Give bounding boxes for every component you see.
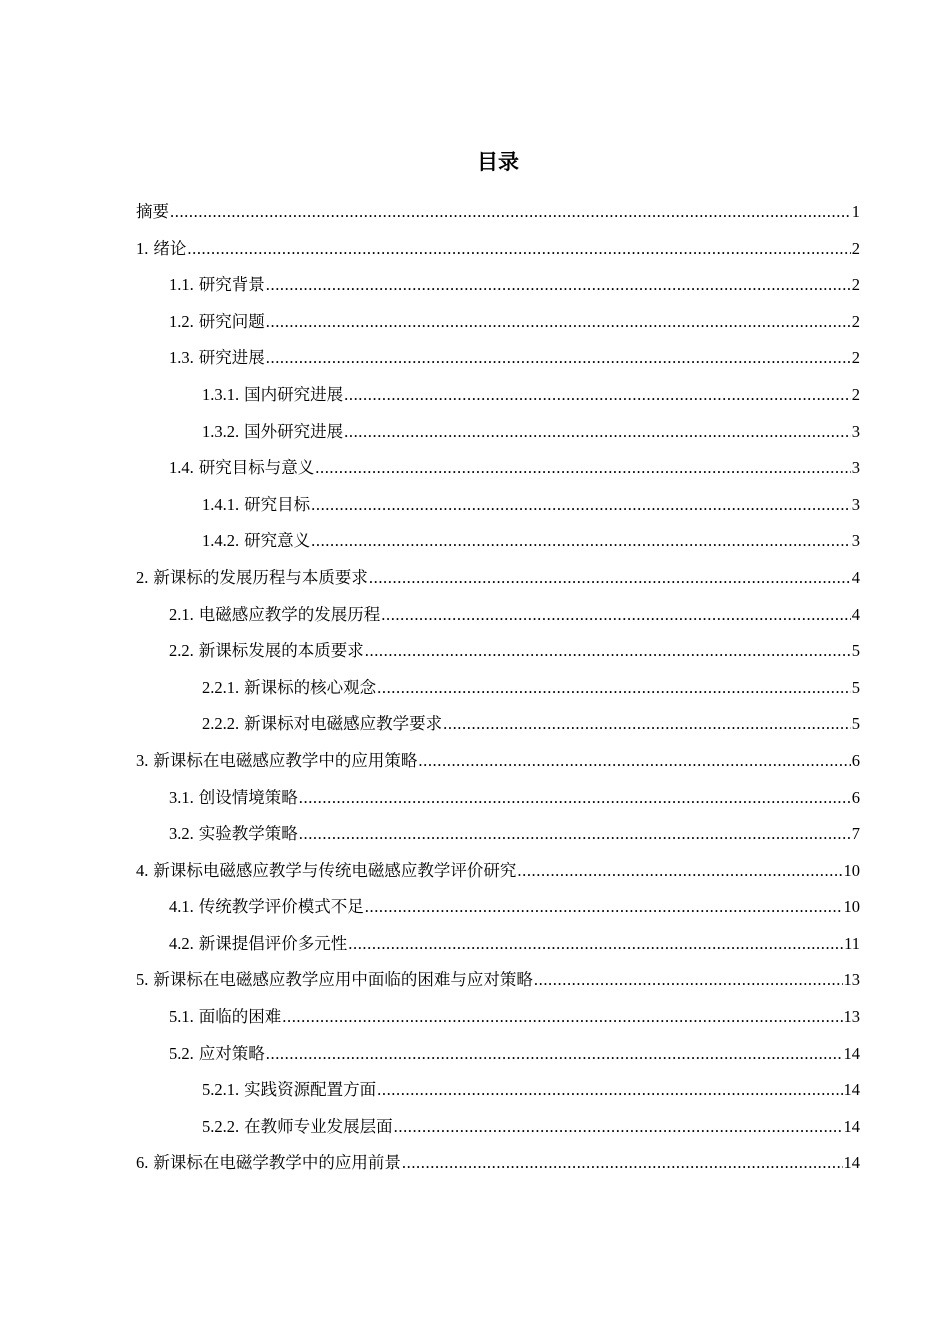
- toc-entry[interactable]: [136, 706, 860, 743]
- toc-entry-number: 1.3.2.: [202, 421, 240, 441]
- toc-entry[interactable]: [136, 377, 860, 414]
- toc-entry-number: 5.2.1.: [202, 1080, 240, 1100]
- toc-entry[interactable]: [136, 962, 860, 999]
- toc-entry-number: 5.2.: [169, 1043, 194, 1063]
- toc-entry-title: 新课提倡评价多元性: [198, 933, 348, 953]
- toc-dot-leader: [311, 487, 851, 524]
- toc-entry-page-number: 4: [851, 567, 860, 587]
- toc-entry-page-number: 14: [843, 1116, 860, 1136]
- toc-entry-number: 1.3.1.: [202, 384, 240, 404]
- toc-entry[interactable]: [136, 597, 860, 634]
- toc-entry-title: 研究背景: [198, 275, 265, 295]
- toc-entry-number: 1.4.: [169, 458, 194, 478]
- toc-entry-page-number: 2: [851, 384, 860, 404]
- toc-entry-number: 5.: [136, 970, 149, 990]
- table-of-contents: [136, 194, 860, 1182]
- toc-entry[interactable]: [136, 633, 860, 670]
- toc-entry-number: 1.4.1.: [202, 494, 240, 514]
- toc-entry[interactable]: [136, 414, 860, 451]
- toc-entry-title: 新课标在电磁学教学中的应用前景: [153, 1153, 401, 1173]
- toc-entry-title: 摘要: [136, 202, 169, 221]
- toc-dot-leader: [381, 597, 851, 634]
- toc-dot-leader: [170, 194, 851, 231]
- toc-entry-title: 研究进展: [198, 348, 265, 368]
- toc-entry-page-number: 10: [843, 860, 860, 880]
- toc-entry[interactable]: [136, 194, 860, 231]
- toc-entry-page-number: 4: [851, 604, 860, 624]
- toc-entry-page-number: 5: [851, 714, 860, 734]
- toc-entry-title: 在教师专业发展层面: [244, 1116, 393, 1136]
- toc-entry-number: 2.1.: [169, 604, 194, 624]
- toc-entry-number: 2.2.: [169, 641, 194, 661]
- toc-dot-leader: [266, 267, 851, 304]
- toc-entry-page-number: 10: [843, 897, 860, 917]
- toc-entry[interactable]: [136, 889, 860, 926]
- toc-entry-title: 研究意义: [244, 531, 311, 551]
- toc-entry[interactable]: [136, 231, 860, 268]
- toc-entry-page-number: 6: [851, 750, 860, 770]
- toc-entry-page-number: 5: [851, 641, 860, 661]
- toc-entry-number: 1.: [136, 238, 149, 258]
- toc-entry-page-number: 14: [843, 1080, 860, 1100]
- toc-entry-number: 1.3.: [169, 348, 194, 368]
- toc-dot-leader: [344, 377, 851, 414]
- toc-entry-page-number: 2: [851, 275, 860, 295]
- toc-dot-leader: [418, 743, 850, 780]
- toc-entry-page-number: 3: [851, 494, 860, 514]
- toc-dot-leader: [402, 1145, 843, 1182]
- toc-dot-leader: [266, 340, 851, 377]
- toc-entry-title: 新课标发展的本质要求: [198, 641, 364, 661]
- toc-entry-page-number: 6: [851, 787, 860, 807]
- toc-entry[interactable]: [136, 1072, 860, 1109]
- toc-entry-page-number: 14: [843, 1153, 860, 1173]
- toc-dot-leader: [299, 780, 851, 817]
- toc-entry[interactable]: [136, 267, 860, 304]
- toc-entry[interactable]: [136, 926, 860, 963]
- toc-entry-page-number: 3: [851, 421, 860, 441]
- toc-entry-title: 新课标对电磁感应教学要求: [244, 714, 443, 734]
- toc-entry-number: 1.2.: [169, 311, 194, 331]
- toc-entry[interactable]: [136, 487, 860, 524]
- toc-entry[interactable]: [136, 670, 860, 707]
- toc-entry-title: 新课标的发展历程与本质要求: [153, 567, 368, 587]
- toc-entry-title: 实验教学策略: [198, 824, 298, 844]
- toc-entry-title: 研究问题: [198, 311, 265, 331]
- toc-entry-title: 国内研究进展: [244, 384, 344, 404]
- toc-entry[interactable]: [136, 853, 860, 890]
- toc-dot-leader: [187, 231, 850, 268]
- toc-dot-leader: [517, 853, 842, 890]
- toc-entry-number: 3.2.: [169, 824, 194, 844]
- toc-entry-number: 6.: [136, 1153, 149, 1173]
- toc-title: 目录: [477, 150, 519, 174]
- toc-entry-page-number: 2: [851, 311, 860, 331]
- toc-entry[interactable]: [136, 1145, 860, 1182]
- toc-dot-leader: [369, 560, 851, 597]
- toc-entry-title: 应对策略: [198, 1043, 265, 1063]
- toc-entry-page-number: 14: [843, 1043, 860, 1063]
- toc-entry-title: 新课标在电磁感应教学中的应用策略: [153, 750, 418, 770]
- toc-entry-title: 传统教学评价模式不足: [198, 897, 364, 917]
- toc-entry[interactable]: [136, 560, 860, 597]
- toc-entry[interactable]: [136, 450, 860, 487]
- toc-entry-number: 5.2.2.: [202, 1116, 240, 1136]
- toc-entry-number: 4.1.: [169, 897, 194, 917]
- toc-dot-leader: [315, 450, 851, 487]
- toc-entry-page-number: 13: [843, 1007, 860, 1027]
- toc-entry-page-number: 3: [851, 458, 860, 478]
- toc-dot-leader: [282, 999, 842, 1036]
- toc-entry[interactable]: [136, 1109, 860, 1146]
- toc-entry-title: 新课标的核心观念: [244, 677, 377, 697]
- toc-entry-title: 实践资源配置方面: [244, 1080, 377, 1100]
- toc-entry[interactable]: [136, 340, 860, 377]
- toc-entry-title: 新课标电磁感应教学与传统电磁感应教学评价研究: [153, 860, 517, 880]
- toc-entry-page-number: 7: [851, 824, 860, 844]
- toc-entry-title: 新课标在电磁感应教学应用中面临的困难与应对策略: [153, 970, 533, 990]
- toc-entry[interactable]: [136, 999, 860, 1036]
- toc-entry-number: 5.1.: [169, 1007, 194, 1027]
- toc-dot-leader: [311, 523, 851, 560]
- toc-entry-page-number: 13: [843, 970, 860, 990]
- toc-dot-leader: [443, 706, 851, 743]
- toc-entry[interactable]: [136, 1036, 860, 1073]
- toc-entry-page-number: 3: [851, 531, 860, 551]
- toc-dot-leader: [348, 926, 843, 963]
- toc-dot-leader: [365, 633, 851, 670]
- toc-dot-leader: [266, 1036, 843, 1073]
- toc-entry-page-number: 2: [851, 348, 860, 368]
- toc-entry-page-number: 2: [851, 238, 860, 258]
- toc-entry-page-number: 5: [851, 677, 860, 697]
- toc-entry-title: 面临的困难: [198, 1007, 282, 1027]
- toc-dot-leader: [344, 414, 851, 451]
- toc-entry-number: 2.2.2.: [202, 714, 240, 734]
- toc-entry-page-number: 1: [851, 202, 860, 221]
- toc-dot-leader: [534, 962, 843, 999]
- toc-entry-title: 绪论: [153, 238, 187, 258]
- toc-entry-number: 2.: [136, 567, 149, 587]
- toc-entry[interactable]: [136, 523, 860, 560]
- toc-entry-number: 1.4.2.: [202, 531, 240, 551]
- toc-entry-number: 4.2.: [169, 933, 194, 953]
- toc-entry-title: 国外研究进展: [244, 421, 344, 441]
- toc-entry-number: 2.2.1.: [202, 677, 240, 697]
- toc-entry[interactable]: [136, 304, 860, 341]
- toc-dot-leader: [299, 816, 851, 853]
- toc-entry-number: 3.1.: [169, 787, 194, 807]
- toc-entry-title: 研究目标: [244, 494, 311, 514]
- toc-dot-leader: [377, 1072, 842, 1109]
- toc-entry[interactable]: [136, 816, 860, 853]
- toc-dot-leader: [365, 889, 843, 926]
- toc-dot-leader: [394, 1109, 843, 1146]
- toc-entry-number: 4.: [136, 860, 149, 880]
- toc-entry-title: 创设情境策略: [198, 787, 298, 807]
- toc-entry-title: 研究目标与意义: [198, 458, 315, 478]
- toc-entry-title: 电磁感应教学的发展历程: [198, 604, 381, 624]
- toc-entry-page-number: 11: [844, 933, 860, 953]
- toc-dot-leader: [266, 304, 851, 341]
- toc-entry[interactable]: [136, 780, 860, 817]
- toc-entry-number: 1.1.: [169, 275, 194, 295]
- toc-dot-leader: [377, 670, 851, 707]
- toc-entry-number: 3.: [136, 750, 149, 770]
- toc-entry[interactable]: [136, 743, 860, 780]
